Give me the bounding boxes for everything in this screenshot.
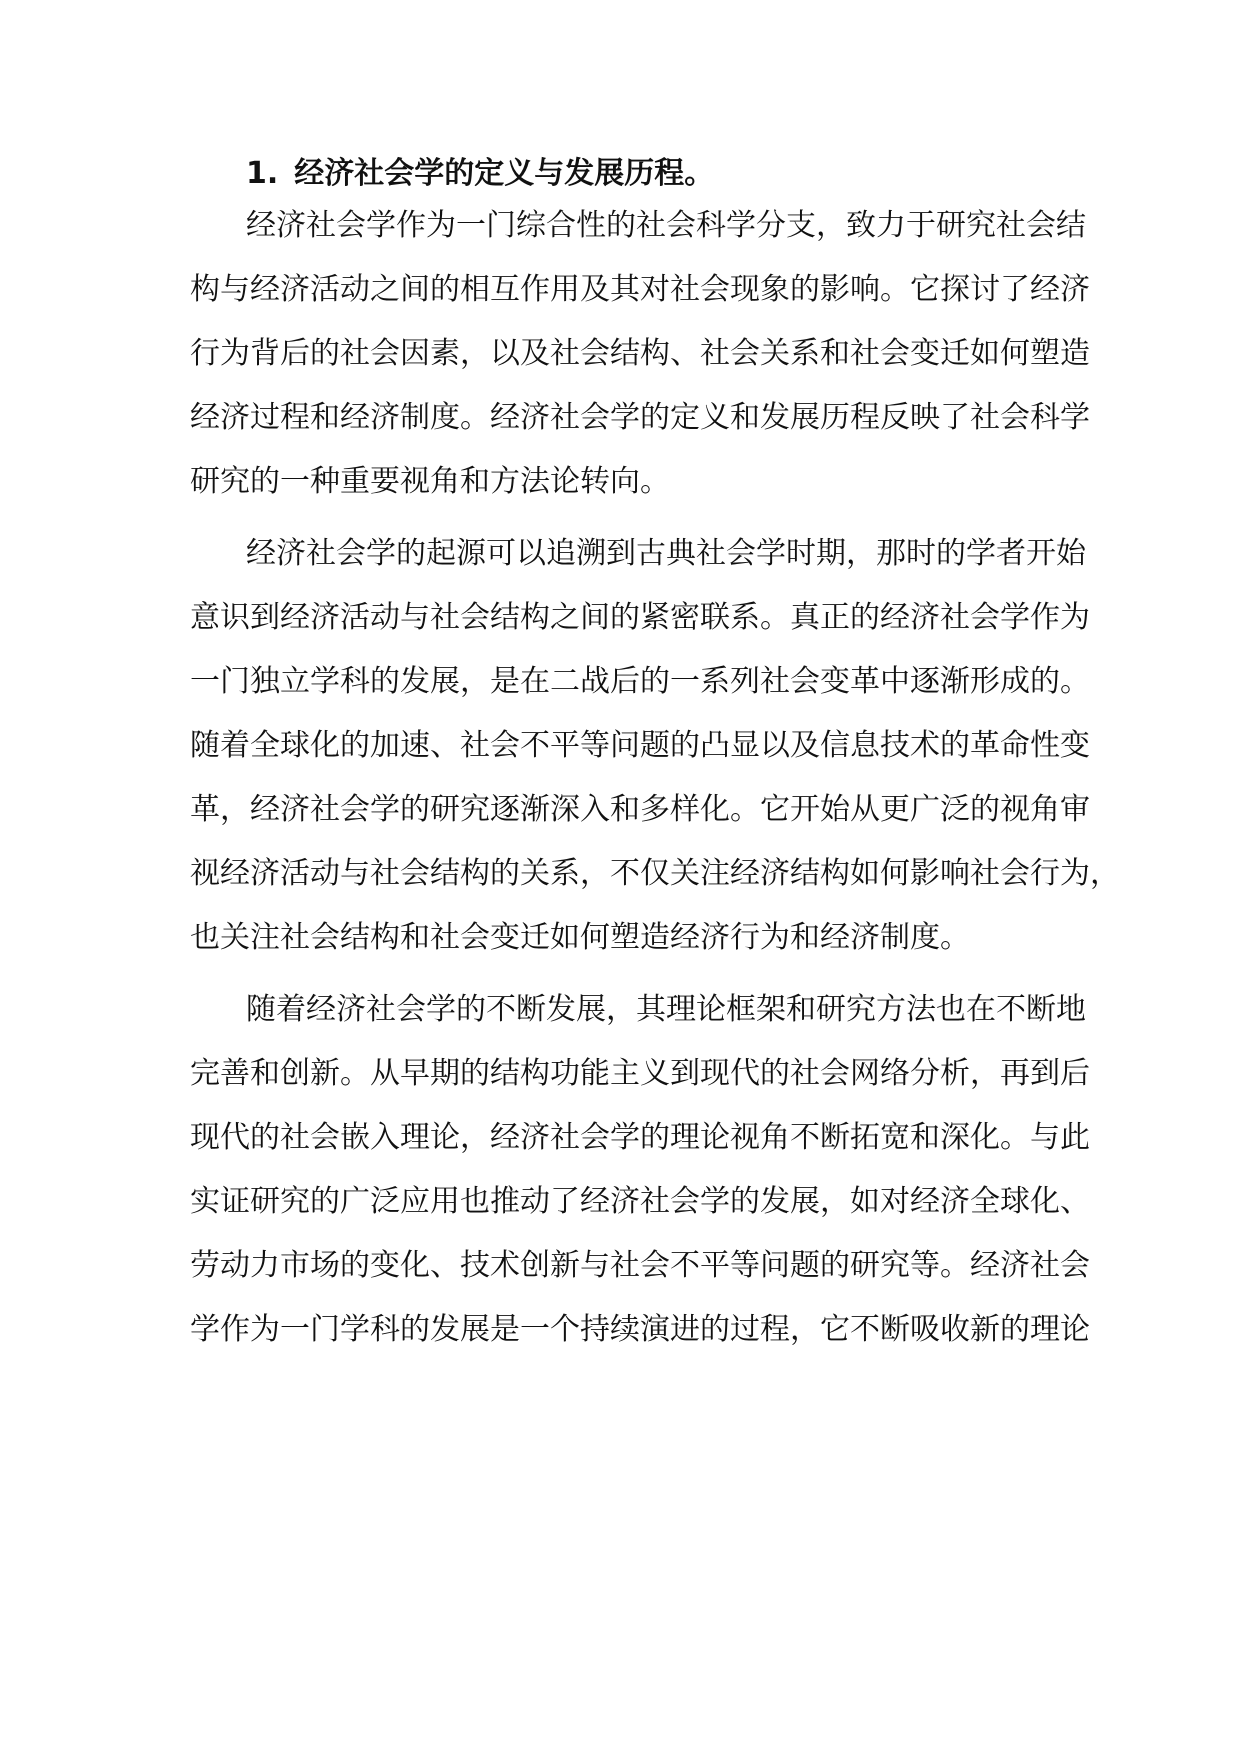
paragraph-3-line: 劳动力市场的变化、技术创新与社会不平等问题的研究等。经济社会 xyxy=(190,1248,1090,1283)
paragraph-2-line: 一门独立学科的发展，是在二战后的一系列社会变革中逐渐形成的。 xyxy=(190,664,1090,699)
paragraph-3-line: 完善和创新。从早期的结构功能主义到现代的社会网络分析，再到后 xyxy=(190,1056,1090,1091)
paragraph-3-line: 学作为一门学科的发展是一个持续演进的过程，它不断吸收新的理论 xyxy=(190,1312,1090,1347)
paragraph-2-line: 随着全球化的加速、社会不平等问题的凸显以及信息技术的革命性变 xyxy=(190,728,1090,763)
section-number: 1. xyxy=(246,156,279,191)
paragraph-2-line: 革，经济社会学的研究逐渐深入和多样化。它开始从更广泛的视角审 xyxy=(190,792,1090,827)
paragraph-1-line: 经济社会学作为一门综合性的社会科学分支，致力于研究社会结 xyxy=(246,208,1086,243)
paragraph-1-line: 行为背后的社会因素，以及社会结构、社会关系和社会变迁如何塑造 xyxy=(190,336,1090,371)
paragraph-1-line: 研究的一种重要视角和方法论转向。 xyxy=(190,464,670,499)
paragraph-1-line: 经济过程和经济制度。经济社会学的定义和发展历程反映了社会科学 xyxy=(190,400,1090,435)
section-title: 经济社会学的定义与发展历程。 xyxy=(294,156,715,191)
paragraph-2-line: 经济社会学的起源可以追溯到古典社会学时期，那时的学者开始 xyxy=(246,536,1086,571)
paragraph-3-line: 随着经济社会学的不断发展，其理论框架和研究方法也在不断地 xyxy=(246,992,1086,1027)
paragraph-2-line: 视经济活动与社会结构的关系，不仅关注经济结构如何影响社会行为， xyxy=(190,856,1120,891)
paragraph-2-line: 也关注社会结构和社会变迁如何塑造经济行为和经济制度。 xyxy=(190,920,970,955)
paragraph-1-line: 构与经济活动之间的相互作用及其对社会现象的影响。它探讨了经济 xyxy=(190,272,1090,307)
paragraph-3-line: 现代的社会嵌入理论，经济社会学的理论视角不断拓宽和深化。与此 xyxy=(190,1120,1090,1155)
paragraph-3-line: 实证研究的广泛应用也推动了经济社会学的发展，如对经济全球化、 xyxy=(190,1184,1090,1219)
paragraph-2-line: 意识到经济活动与社会结构之间的紧密联系。真正的经济社会学作为 xyxy=(190,600,1090,635)
section-heading xyxy=(246,150,714,198)
